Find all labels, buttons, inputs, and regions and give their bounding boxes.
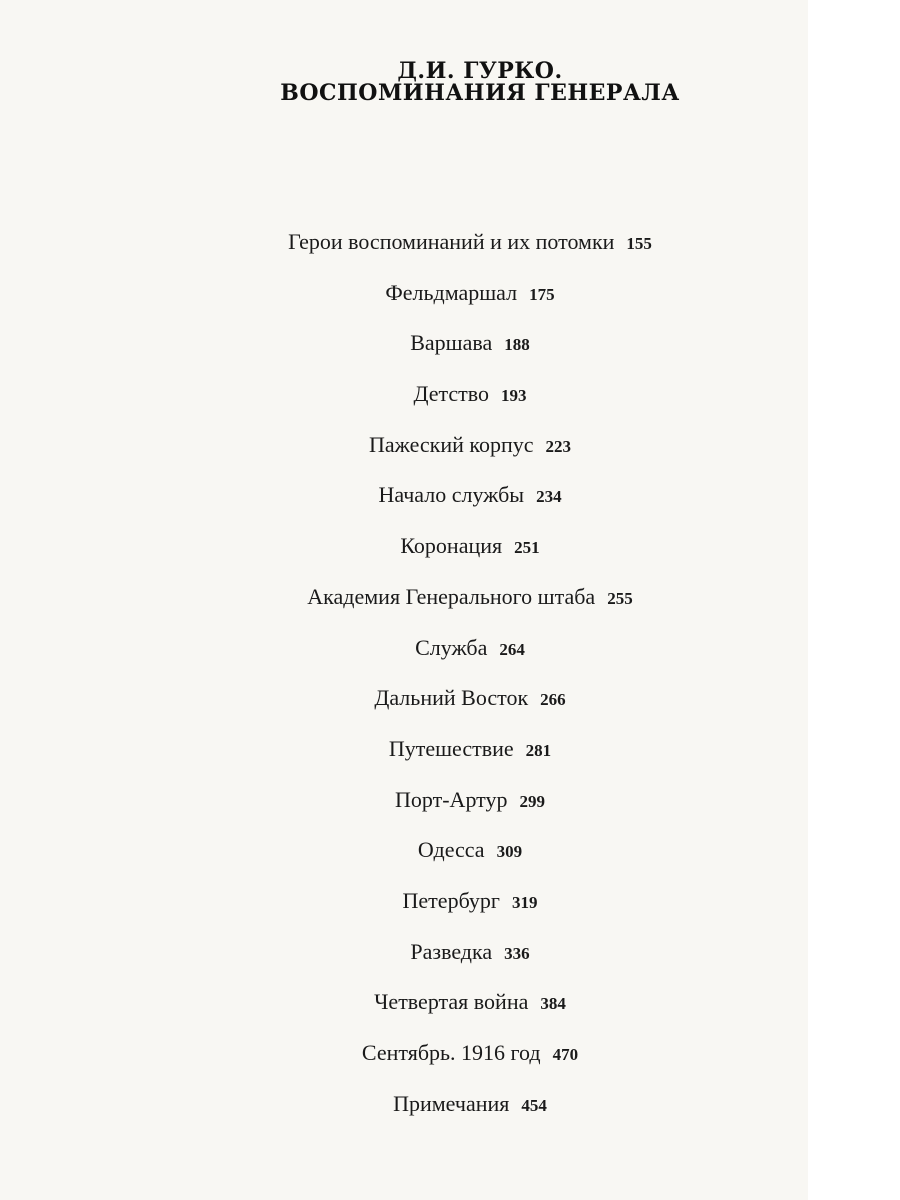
toc-entry-page: 454 (521, 1095, 547, 1115)
toc-entry-title: Варшава (410, 330, 493, 356)
toc-entry-page: 188 (504, 335, 530, 355)
toc-entry (0, 423, 900, 474)
toc-entry (0, 879, 900, 930)
book-title-heading: ВОСПОМИНАНИЯ ГЕНЕРАЛА (280, 80, 680, 106)
toc-entry (0, 676, 900, 727)
toc-entry-title: Служба (415, 634, 488, 660)
toc-entry-page: 384 (540, 994, 566, 1014)
toc-entry (0, 727, 900, 778)
toc-entry-page: 336 (504, 943, 530, 963)
toc-entry-page: 234 (536, 487, 562, 507)
toc-entry-title: Порт-Артур (395, 786, 508, 812)
toc-entry (0, 473, 900, 524)
toc-entry-title: Детство (413, 381, 490, 407)
toc-entry (0, 372, 900, 423)
toc-entry-title: Академия Генерального штаба (307, 583, 596, 609)
toc-entry (0, 980, 900, 1031)
toc-entry-title: Сентябрь. 1916 год (361, 1040, 541, 1065)
toc-entry-title: Герои воспоминаний и их потомки (288, 229, 615, 254)
toc-entry-page: 264 (499, 639, 525, 659)
toc-entry (0, 778, 900, 829)
toc-entry (0, 626, 900, 677)
toc-entry-page: 309 (496, 842, 523, 862)
toc-entry-title: Пажеский корпус (369, 431, 534, 457)
toc-entry (0, 1031, 900, 1082)
toc-entry (0, 575, 900, 626)
toc-entry-title: Фельдмаршал (385, 279, 518, 305)
toc-entry-page: 175 (529, 284, 555, 304)
author-heading: Д.И. ГУРКО. (397, 58, 563, 84)
toc-entry-title: Начало службы (378, 482, 525, 508)
toc-entry-page: 470 (552, 1045, 579, 1064)
toc-entry (0, 220, 900, 271)
table-of-contents (0, 220, 900, 1132)
toc-entry-title: Разведка (410, 938, 493, 964)
toc-entry-page: 251 (514, 538, 540, 558)
toc-entry-page: 193 (501, 386, 527, 406)
toc-entry (0, 828, 900, 879)
toc-entry (0, 271, 900, 322)
toc-entry-title: Одесса (417, 837, 485, 863)
toc-entry-page: 299 (519, 791, 545, 811)
toc-entry (0, 1082, 900, 1133)
toc-entry-title: Петербург (402, 887, 500, 913)
toc-entry-title: Четвертая война (374, 989, 529, 1015)
toc-entry-title: Дальний Восток (374, 685, 529, 711)
toc-entry-page: 255 (607, 588, 633, 608)
toc-entry-page: 319 (511, 892, 538, 912)
toc-entry-page: 155 (626, 234, 652, 253)
toc-entry (0, 524, 900, 575)
toc-entry-title: Примечания (393, 1090, 510, 1116)
toc-entry-title: Коронация (400, 533, 503, 559)
toc-entry (0, 321, 900, 372)
toc-entry-title: Путешествие (388, 735, 514, 761)
toc-entry-page: 223 (545, 436, 571, 456)
toc-entry (0, 930, 900, 981)
toc-entry-page: 266 (540, 690, 566, 710)
toc-entry-page: 281 (525, 740, 552, 760)
